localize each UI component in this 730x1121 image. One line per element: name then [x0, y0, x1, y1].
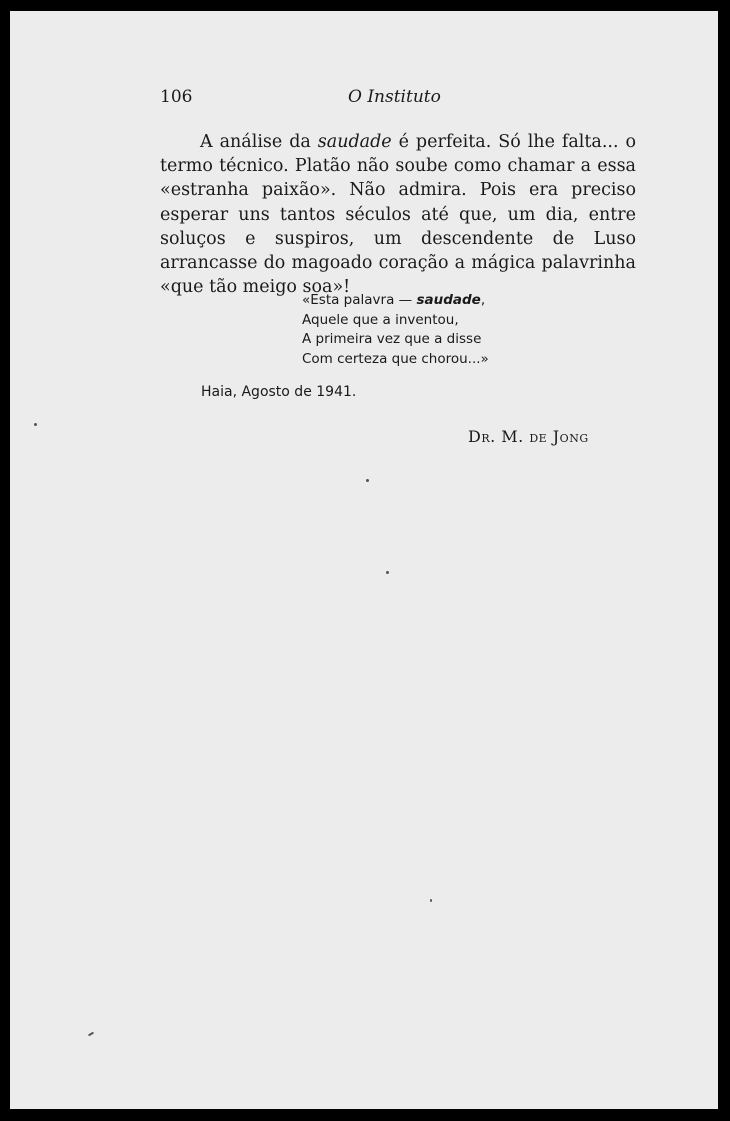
poem-line-1-suffix: ,: [480, 292, 486, 308]
author-signature: Dr. M. de Jong: [468, 427, 589, 446]
scan-speck: [34, 423, 37, 426]
poem-line-2: Aquele que a inventou,: [302, 311, 459, 328]
body-paragraph: [160, 130, 636, 299]
paragraph-text-rest: é perfeita. Só lhe falta... o termo técnico. Platão não soube como chamar a essa «estranha paixão». Não admira. Pois era preciso esperar uns tantos séculos até que, um dia, entre soluços e suspiros, um descendente de Luso arrancasse do magoado coração a mágica palavrinha «que tão meigo soa»!: [160, 132, 637, 298]
paragraph-italic-word: saudade: [317, 132, 392, 152]
place-date: Haia, Agosto de 1941.: [201, 384, 357, 400]
poem-line-1-italic: saudade: [416, 292, 481, 308]
scan-speck: [88, 1032, 94, 1037]
running-title: O Instituto: [348, 87, 441, 107]
poem-quote: [302, 291, 489, 369]
page-number: 106: [160, 87, 193, 107]
paragraph-text: [160, 130, 636, 299]
document-page: [10, 11, 718, 1109]
paragraph-text-start: A análise da: [200, 132, 318, 152]
scan-speck: [386, 571, 389, 574]
scan-speck: [366, 479, 369, 482]
poem-line-4: Com certeza que chorou...»: [302, 350, 489, 367]
page-header: [160, 87, 640, 109]
scan-speck: [430, 899, 432, 902]
poem-line-1: [302, 291, 489, 311]
poem-line-3: A primeira vez que a disse: [302, 331, 482, 347]
poem-line-1-prefix: «Esta palavra —: [302, 292, 417, 308]
